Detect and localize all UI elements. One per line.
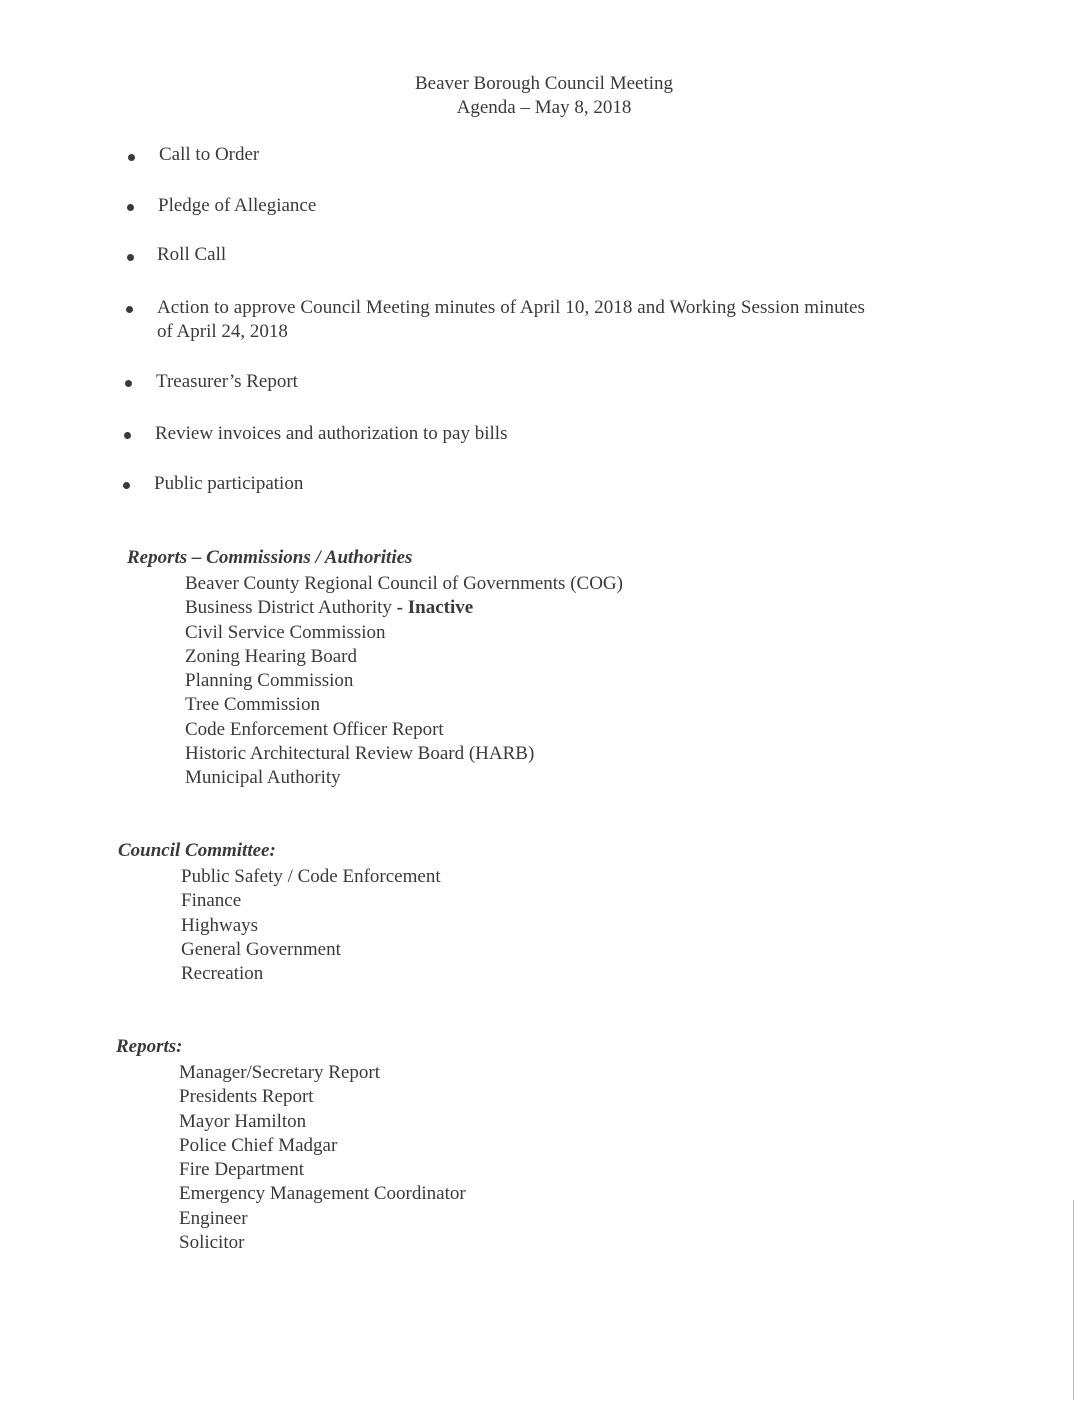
committee-item: Recreation: [181, 963, 264, 985]
agenda-item-text: Roll Call: [157, 244, 227, 265]
bullet-icon: [127, 204, 134, 211]
agenda-item-text: Treasurer’s Report: [156, 371, 298, 392]
report-item: Solicitor: [179, 1232, 245, 1254]
commission-item: Planning Commission: [185, 670, 354, 692]
report-item: Emergency Management Coordinator: [179, 1183, 466, 1205]
report-item: Engineer: [179, 1207, 248, 1229]
report-item: Police Chief Madgar: [179, 1134, 338, 1156]
bullet-icon: [127, 254, 134, 261]
council-committee-list: [181, 865, 441, 986]
commission-item: Municipal Authority: [185, 767, 341, 789]
bullet-icon: [126, 306, 133, 313]
agenda-item-text: Action to approve Council Meeting minutes of April 10, 2018 and Working Session minutes: [157, 297, 866, 318]
document-title: Beaver Borough Council Meeting: [414, 73, 674, 94]
agenda-item-text: Pledge of Allegiance: [158, 195, 317, 216]
commission-item: Zoning Hearing Board: [185, 645, 358, 667]
reports-heading: Reports:: [116, 1036, 183, 1057]
commissions-list: [185, 572, 623, 791]
report-item: Mayor Hamilton: [179, 1110, 307, 1132]
council-committee-heading: Council Committee:: [118, 840, 276, 861]
committee-item: Finance: [181, 890, 242, 912]
commission-item: Civil Service Commission: [185, 621, 386, 643]
bullet-icon: [124, 432, 131, 439]
commissions-heading: Reports – Commissions / Authorities: [127, 547, 413, 568]
commission-item-business-district: [185, 596, 623, 620]
bullet-icon: [128, 154, 135, 161]
report-item: Fire Department: [179, 1159, 305, 1181]
commission-item: Beaver County Regional Council of Governments (COG): [185, 573, 623, 594]
bullet-icon: [123, 482, 130, 489]
reports-list: [179, 1061, 466, 1255]
agenda-item-text: Review invoices and authorization to pay bills: [155, 423, 508, 444]
commission-item: Code Enforcement Officer Report: [185, 718, 444, 740]
committee-item: Public Safety / Code Enforcement: [181, 866, 441, 887]
agenda-item-text: Public participation: [154, 473, 304, 494]
commission-item-label: Business District Authority: [185, 597, 392, 619]
agenda-item-text-continued: of April 24, 2018: [157, 321, 288, 342]
report-item: Manager/Secretary Report: [179, 1062, 380, 1083]
document-date: Agenda – May 8, 2018: [456, 97, 632, 118]
committee-item: Highways: [181, 914, 259, 936]
committee-item: General Government: [181, 938, 341, 960]
report-item: Presidents Report: [179, 1086, 314, 1108]
inactive-status: - Inactive: [396, 597, 474, 619]
commission-item: Historic Architectural Review Board (HARB): [185, 743, 535, 765]
commission-item: Tree Commission: [185, 694, 320, 716]
bullet-icon: [125, 380, 132, 387]
agenda-item-text: Call to Order: [159, 144, 260, 165]
scan-edge-line: [1073, 1200, 1074, 1400]
